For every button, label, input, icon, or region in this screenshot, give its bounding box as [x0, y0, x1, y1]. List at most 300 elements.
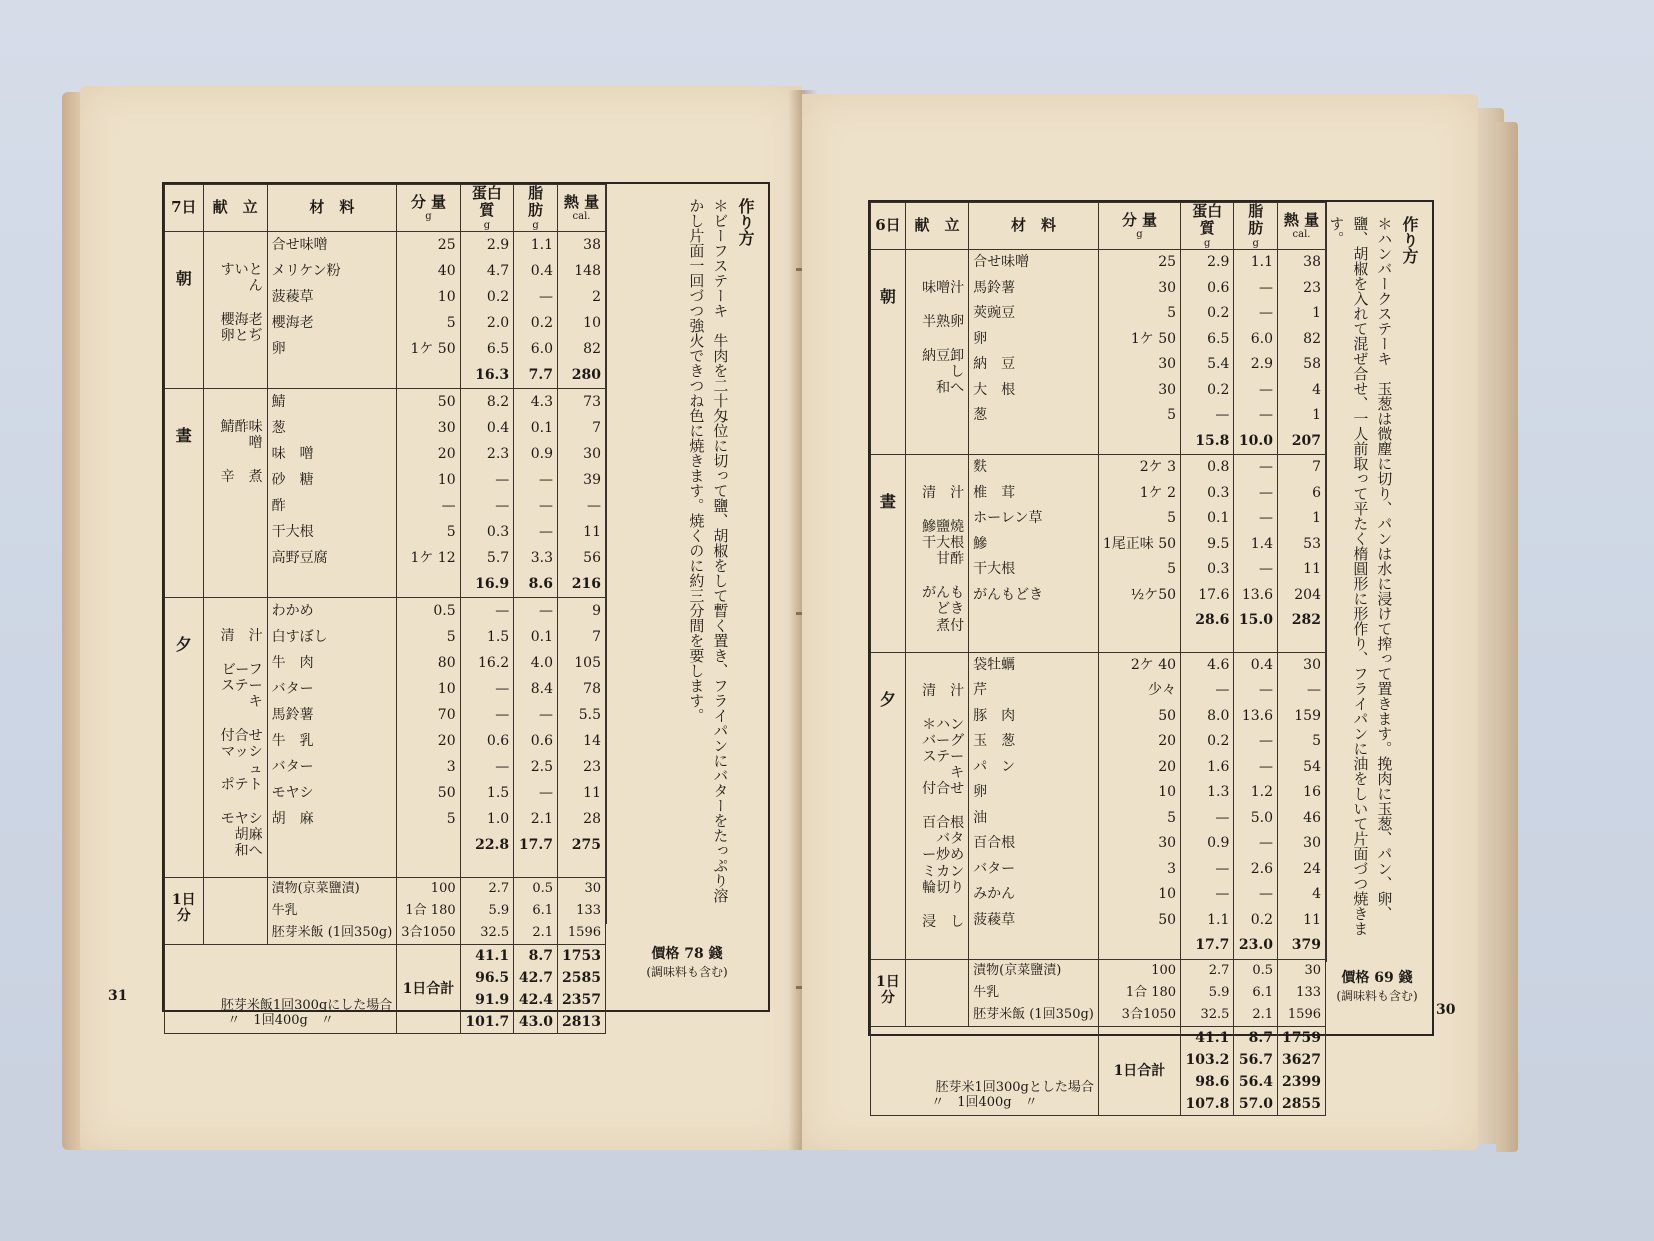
value: 2.7 — [488, 881, 510, 897]
ingredient: 馬鈴薯 — [271, 707, 314, 723]
value: 7 — [592, 629, 601, 645]
total-value: 2585 — [562, 970, 601, 987]
value: 30 — [437, 420, 456, 436]
value: 100 — [1151, 962, 1177, 978]
value: 1.4 — [1250, 535, 1273, 552]
total-value: 2813 — [562, 1014, 601, 1031]
calorie-cell — [558, 598, 606, 878]
value: 6.0 — [1250, 330, 1273, 347]
ingredient — [272, 832, 393, 858]
value: 24 — [1303, 860, 1321, 877]
fat-cell — [1234, 652, 1278, 959]
ingredient-cell — [267, 598, 397, 878]
value: 0.6 — [530, 733, 553, 749]
total-value: 56.4 — [1238, 1073, 1273, 1090]
ingredient: 白すぼし — [271, 629, 328, 645]
total-value: 41.1 — [1195, 1029, 1230, 1046]
value: 2.1 — [1252, 1006, 1273, 1022]
total-value: 8.7 — [1248, 1029, 1273, 1046]
value: 20 — [437, 733, 456, 749]
protein-header: 蛋白質 g — [1181, 203, 1234, 250]
value: 0.5 — [433, 603, 456, 619]
protein-cell — [460, 232, 514, 389]
value — [1103, 429, 1176, 455]
value: 0.2 — [486, 289, 510, 305]
fat-cell — [1234, 455, 1278, 653]
value: 0.3 — [486, 524, 510, 540]
value: 0.1 — [530, 629, 553, 645]
amount-cell — [1098, 652, 1180, 959]
value: 0.2 — [530, 315, 553, 331]
dish-cell — [203, 232, 267, 389]
ingredient: みかん — [973, 886, 1016, 903]
ingredient-cell — [969, 455, 1099, 653]
dish-name: 清 汁 — [922, 485, 965, 501]
calorie-header: 熱 量 cal. — [1278, 203, 1326, 250]
ingredient: 袋牡蠣 — [973, 656, 1016, 673]
value: 23.0 — [1238, 937, 1273, 954]
meal-row — [165, 598, 606, 878]
value: 2.0 — [486, 315, 510, 331]
total-value: 2399 — [1282, 1073, 1321, 1090]
value: 82 — [1303, 330, 1321, 347]
right-page — [802, 94, 1478, 1150]
calorie-cell — [1278, 250, 1326, 455]
value: — — [587, 498, 601, 514]
dish-name: ＊ハンバーグ ステーキ 付合せ — [922, 716, 965, 798]
value: 50 — [1158, 707, 1177, 724]
value: 0.5 — [532, 881, 553, 897]
ingredient-cell — [969, 250, 1099, 455]
value: 11 — [583, 785, 601, 801]
meal-row — [165, 232, 606, 389]
value: 280 — [571, 367, 601, 383]
value: 17.7 — [1195, 937, 1230, 954]
protein-cell — [1181, 652, 1234, 959]
header-row — [871, 203, 1326, 250]
dish-cell — [203, 389, 267, 598]
ingredient — [973, 933, 1094, 959]
value: 3合1050 — [401, 925, 456, 941]
value: 10.0 — [1238, 432, 1273, 449]
ingredient: 胚芽米飯 (1回350g) — [271, 925, 393, 941]
value: 30 — [583, 446, 601, 462]
value: 0.2 — [1207, 305, 1230, 321]
value: 1.1 — [1250, 254, 1273, 270]
value: — — [1259, 758, 1273, 775]
value: 216 — [571, 576, 601, 592]
value: 0.4 — [486, 420, 510, 436]
total-value: 43.0 — [518, 1014, 553, 1031]
totals-note: 〃 1回400g 〃 — [227, 1013, 334, 1029]
value: 0.1 — [530, 420, 553, 436]
ingredient: 葱 — [271, 420, 286, 436]
dish-name: がんもどき 煮付 — [922, 585, 965, 634]
value: — — [1259, 407, 1273, 423]
recipe-text: ＊ビーフステーキ 牛肉を二十匁位に切って鹽、胡椒をして暫く置き、フライパンにバターをたっぷり溶かし片面一回づつ強火できつね色に焼きます。焼くのに約三分間を要します。 — [687, 198, 730, 903]
value: 5 — [1167, 305, 1177, 321]
value: 16.3 — [475, 367, 510, 383]
ingredient: 卵 — [271, 341, 286, 357]
ingredient: モヤシ — [271, 785, 314, 801]
total-value: 57.0 — [1238, 1095, 1273, 1112]
value: 39 — [583, 472, 601, 488]
value: 8.6 — [528, 576, 553, 592]
value: 0.4 — [530, 263, 553, 279]
daily-row — [165, 878, 606, 945]
value: 4.0 — [530, 655, 553, 671]
value: — — [539, 603, 553, 619]
value: 133 — [576, 903, 601, 919]
protein-cell — [1181, 455, 1234, 653]
value: 2.1 — [530, 811, 553, 827]
value: — — [1215, 809, 1230, 826]
value: — — [539, 707, 553, 723]
value: 2 — [592, 289, 601, 305]
day-header: 6日 — [871, 203, 906, 250]
value: — — [1259, 279, 1273, 296]
dish-name: すいとん — [220, 262, 263, 295]
dish-name: 味噌汁 — [922, 280, 965, 296]
value: 3 — [446, 759, 456, 775]
value: 2.9 — [1207, 254, 1230, 270]
value: — — [1259, 886, 1273, 903]
value: 1合 180 — [405, 903, 456, 919]
protein-cell — [460, 598, 514, 878]
ingredient: 菠薐草 — [271, 289, 314, 305]
total-value: 103.2 — [1185, 1051, 1230, 1068]
amount-cell — [397, 598, 460, 878]
meal-label: 晝 — [871, 455, 906, 653]
value: 207 — [1291, 432, 1321, 449]
meal-row — [871, 455, 1326, 653]
value: 50 — [437, 785, 456, 801]
value: 10 — [437, 681, 456, 697]
ingredient: 莢豌豆 — [973, 305, 1016, 321]
total-value: 42.4 — [518, 992, 553, 1009]
ingredient-header: 材 料 — [969, 203, 1099, 250]
recipe-notes — [606, 184, 768, 924]
dish-name: 清 汁 — [220, 628, 263, 644]
value: 0.2 — [1207, 381, 1230, 398]
totals-notes — [871, 1026, 1099, 1115]
ingredient: ホーレン草 — [973, 510, 1043, 526]
fat-header: 脂 肪 g — [514, 185, 558, 232]
value: 30 — [1304, 962, 1321, 978]
value: 105 — [574, 655, 601, 671]
ingredient: 胚芽米飯 (1回350g) — [973, 1006, 1094, 1022]
ingredient: 椎 茸 — [973, 484, 1016, 501]
total-value: 101.7 — [465, 1014, 510, 1031]
calorie-cell — [1278, 652, 1326, 959]
value: 2.7 — [1208, 962, 1230, 978]
value: 16.9 — [475, 576, 510, 592]
ingredient — [272, 571, 393, 597]
value — [1103, 933, 1176, 959]
value: 23 — [583, 759, 601, 775]
value: 204 — [1294, 586, 1321, 603]
value: 13.6 — [1241, 586, 1273, 603]
dish-name: 納豆卸し 和へ — [922, 348, 965, 397]
value: — — [495, 472, 510, 488]
amount-header: 分 量 g — [1098, 203, 1180, 250]
value: 40 — [437, 263, 456, 279]
ingredient: 味 噌 — [271, 446, 314, 462]
value — [401, 571, 455, 597]
dish-name: 鯖酢味噌 — [220, 419, 263, 452]
value: — — [1259, 682, 1273, 699]
fat-cell — [1234, 250, 1278, 455]
value: — — [539, 472, 553, 488]
ingredient: 干大根 — [271, 524, 314, 540]
dish-name: 櫻海老 卵とぢ — [220, 312, 263, 345]
ingredient: 酢 — [271, 498, 286, 514]
ingredient: 卵 — [973, 784, 988, 801]
recipe-title: 作り方 — [1400, 216, 1419, 264]
value: 30 — [1303, 835, 1321, 852]
page-number: 30 — [1436, 1002, 1456, 1018]
value: — — [495, 603, 510, 619]
price-label: 價格 78 錢 (調味料も含む) — [646, 946, 728, 979]
value: 7 — [1312, 459, 1321, 475]
value: 1ケ 2 — [1139, 484, 1177, 501]
ingredient: 牛乳 — [973, 984, 1000, 1000]
value: — — [1215, 860, 1230, 877]
meal-label: 夕 — [871, 652, 906, 959]
value: 1.6 — [1207, 758, 1230, 775]
menu-header: 献 立 — [905, 203, 968, 250]
value: 16 — [1303, 784, 1321, 801]
value — [1103, 608, 1176, 634]
value: 10 — [437, 289, 456, 305]
value: 5 — [1167, 809, 1177, 826]
value: 5 — [446, 524, 456, 540]
ingredient: 櫻海老 — [271, 315, 314, 331]
value: 5.0 — [1250, 809, 1273, 826]
ingredient-cell — [969, 652, 1099, 959]
ingredient: 鰺 — [973, 535, 988, 552]
value: 14 — [583, 733, 601, 749]
totals-label: 1日合計 — [1098, 1026, 1180, 1115]
calorie-cell — [1278, 455, 1326, 653]
ingredient: 油 — [973, 809, 988, 826]
total-value: 1759 — [1282, 1029, 1321, 1046]
value: — — [1259, 459, 1273, 475]
value: 0.6 — [486, 733, 510, 749]
amount-cell — [1098, 250, 1180, 455]
dish-name: 浸 し — [922, 913, 965, 930]
value: 23 — [1303, 279, 1321, 296]
recipe-notes — [1326, 202, 1432, 962]
value: 3合1050 — [1121, 1006, 1177, 1022]
value: 30 — [1158, 835, 1177, 852]
daily-label: 1日分 — [871, 959, 906, 1026]
value: 3.3 — [530, 550, 553, 566]
fat-cell — [514, 598, 558, 878]
ingredient: 卵 — [973, 330, 988, 347]
value: 1尾正味 50 — [1102, 535, 1177, 552]
value: 275 — [571, 837, 601, 853]
ingredient-header: 材 料 — [267, 185, 397, 232]
value: 5.5 — [578, 707, 601, 723]
value: 4.6 — [1207, 656, 1230, 673]
value: 10 — [583, 315, 601, 331]
value: 38 — [1303, 254, 1321, 270]
value: 3 — [1167, 860, 1177, 877]
value: 30 — [1158, 279, 1177, 296]
value: 13.6 — [1241, 707, 1273, 724]
value: 0.4 — [1250, 656, 1273, 673]
value: 54 — [1303, 758, 1321, 775]
ingredient: 納 豆 — [973, 356, 1016, 372]
value: — — [1215, 407, 1230, 423]
value: 1.0 — [486, 811, 510, 827]
value: 9.5 — [1207, 535, 1230, 552]
value: 58 — [1303, 356, 1321, 372]
ingredient: がんもどき — [973, 586, 1044, 603]
ingredient: バター — [271, 759, 314, 775]
value: 0.1 — [1207, 510, 1230, 526]
value: — — [1259, 510, 1273, 526]
value: 5.4 — [1207, 356, 1230, 372]
dish-cell — [905, 250, 968, 455]
total-value: 3627 — [1282, 1051, 1321, 1068]
meal-label: 晝 — [165, 389, 204, 598]
value: 282 — [1291, 612, 1321, 628]
value: 28 — [583, 811, 601, 827]
ingredient: 合せ味噌 — [973, 254, 1030, 270]
value: 73 — [583, 394, 601, 410]
total-value: 41.1 — [475, 948, 510, 965]
dish-cell — [905, 455, 968, 653]
value: 5 — [1167, 510, 1177, 526]
totals-note: 〃 1回400g 〃 — [931, 1094, 1038, 1110]
ingredient: 砂 糖 — [271, 472, 314, 488]
total-value: 1753 — [562, 948, 601, 965]
calorie-cell — [558, 232, 606, 389]
value: 0.8 — [1207, 459, 1230, 475]
totals-note: 胚芽米飯1回300gにした場合 — [220, 998, 393, 1014]
value: 4 — [1312, 381, 1321, 398]
daily-label: 1日分 — [165, 878, 204, 945]
value: 53 — [1303, 535, 1321, 552]
value: 8.4 — [530, 681, 553, 697]
value: 133 — [1296, 984, 1321, 1000]
value: 2.6 — [1250, 860, 1273, 877]
value: 5 — [1312, 733, 1321, 750]
value: 70 — [437, 707, 456, 723]
value: 2.1 — [532, 925, 553, 941]
meal-row — [871, 652, 1326, 959]
ingredient: メリケン粉 — [271, 263, 341, 279]
protein-header: 蛋白質 g — [460, 185, 514, 232]
value: 0.9 — [530, 446, 553, 462]
totals-row — [871, 1026, 1326, 1115]
menu-table-day7 — [162, 182, 770, 1031]
value: 1596 — [1287, 1006, 1321, 1022]
value: — — [1215, 682, 1230, 699]
ingredient-cell — [267, 232, 397, 389]
ingredient: 百合根 — [973, 835, 1016, 852]
value: 6.1 — [532, 903, 553, 919]
total-value: 42.7 — [518, 970, 553, 987]
value: 1 — [1312, 305, 1321, 321]
price-label: 價格 69 錢 (調味料も含む) — [1336, 970, 1418, 1003]
value: 1ケ 50 — [1130, 330, 1177, 347]
fat-header: 脂 肪 g — [1234, 203, 1278, 250]
value: — — [539, 289, 553, 305]
ingredient: 葱 — [973, 407, 988, 423]
ingredient: わかめ — [271, 603, 314, 619]
ingredient-cell — [267, 389, 397, 598]
value: 5 — [1167, 561, 1177, 577]
value: 5.9 — [1208, 984, 1230, 1000]
value: 0.5 — [1252, 962, 1273, 978]
totals-label: 1日合計 — [397, 945, 460, 1034]
meal-row — [165, 389, 606, 598]
value: 8.2 — [486, 394, 510, 410]
value: — — [539, 498, 553, 514]
value: 2.3 — [486, 446, 510, 462]
recipe-title: 作り方 — [736, 198, 755, 246]
value: — — [1215, 886, 1230, 903]
value: 0.3 — [1207, 484, 1230, 501]
value: — — [1259, 305, 1273, 321]
value: 0.2 — [1207, 733, 1230, 750]
value: 5 — [446, 315, 456, 331]
ingredient — [973, 429, 1094, 455]
value: 0.9 — [1207, 835, 1230, 852]
value: 6.5 — [486, 341, 510, 357]
ingredient: 鯖 — [271, 394, 286, 410]
value: 1.1 — [1207, 911, 1230, 928]
value: 1596 — [567, 925, 601, 941]
dish-name: モヤシ胡麻 和へ — [220, 810, 263, 859]
value: 22.8 — [475, 837, 510, 853]
ingredient: 豚 肉 — [973, 707, 1016, 724]
value: 5.9 — [488, 903, 510, 919]
value: 2.9 — [486, 237, 510, 253]
total-value: 2855 — [1282, 1095, 1321, 1112]
value: 17.7 — [518, 837, 553, 853]
value: — — [539, 785, 553, 801]
daily-row — [871, 959, 1326, 1026]
value: — — [495, 498, 510, 514]
protein-cell — [460, 389, 514, 598]
value: 4 — [1312, 886, 1321, 903]
value: — — [1259, 381, 1273, 398]
value: 少々 — [1148, 682, 1177, 699]
value: 25 — [437, 237, 456, 253]
value: 30 — [1158, 381, 1177, 398]
value: 11 — [1303, 911, 1321, 928]
ingredient: 漬物(京菜鹽漬) — [973, 962, 1062, 978]
ingredient — [973, 608, 1094, 634]
value: 32.5 — [480, 925, 510, 941]
menu-header: 献 立 — [203, 185, 267, 232]
ingredient: 牛乳 — [271, 903, 298, 919]
ingredient: バター — [271, 681, 314, 697]
value: — — [1259, 733, 1273, 750]
value: 6.1 — [1252, 984, 1273, 1000]
value: 2ケ 3 — [1139, 459, 1177, 475]
calorie-cell — [558, 389, 606, 598]
dish-name: ビーフ ステーキ — [220, 662, 263, 711]
value: 6 — [1312, 484, 1321, 501]
value: 1ケ 12 — [410, 550, 456, 566]
dish-name: 辛 煮 — [220, 469, 263, 486]
total-value: 96.5 — [475, 970, 510, 987]
